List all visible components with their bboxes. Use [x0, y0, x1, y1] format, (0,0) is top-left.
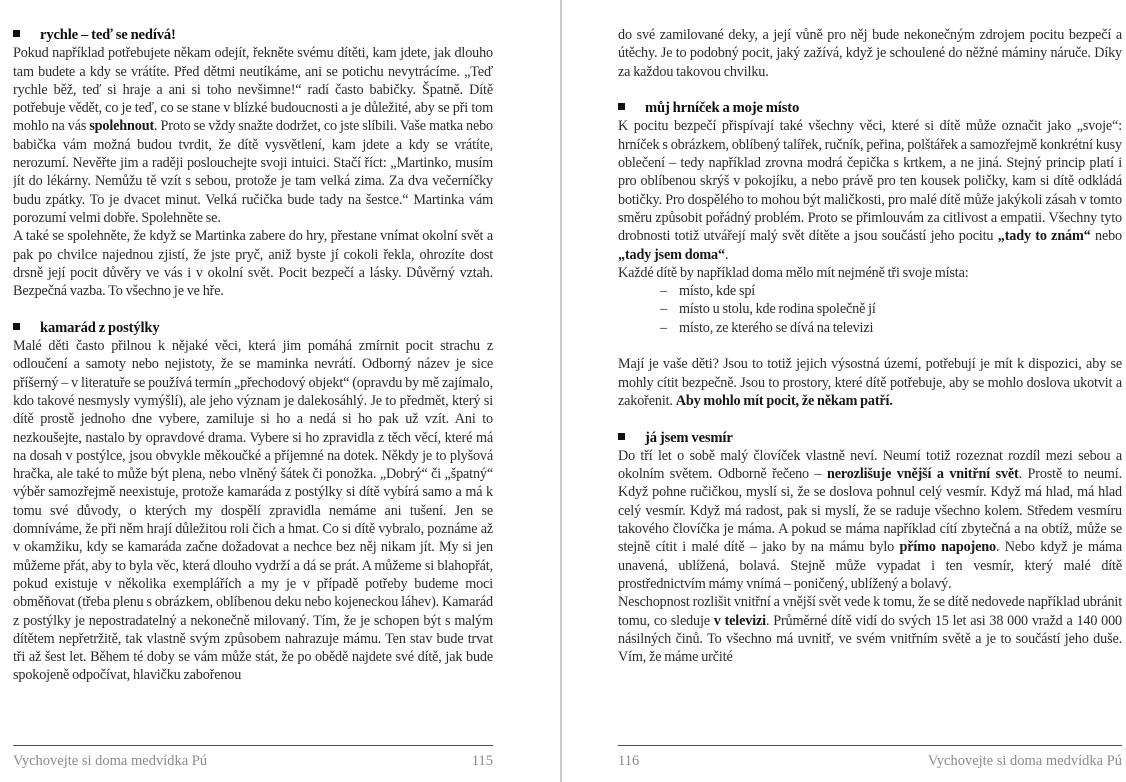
- bold-text-run: přímo napojeno: [899, 539, 996, 556]
- text-run: Mají je vaše děti? Jsou to totiž jejich výsostná území, potřebují je mít k dispozici, aby se mohly cítit bezpečně. Jsou to prostory, které dítě potřebuje, aby se mohlo doslova ukotvit a zakořenit.: [618, 356, 1122, 409]
- section-heading: [13, 319, 493, 337]
- square-bullet-icon: [13, 30, 20, 37]
- section-heading-label: rychle – teď se nedívá!: [40, 27, 176, 43]
- paragraph: [13, 337, 493, 685]
- dash-icon: –: [660, 319, 667, 336]
- paragraph: [618, 355, 1122, 410]
- footer-page-number: 116: [618, 753, 640, 769]
- dash-icon: –: [660, 301, 667, 318]
- list-item-text: místo, kde spí: [678, 283, 756, 300]
- footer-book-title: Vychovejte si doma medvídka Pú: [927, 753, 1122, 769]
- text-run: . Průměrné dítě vidí do svých 15 let asi 38 000 vražd a 140 000 násilných činů. To všechno má uvnitř, ve svém vnitřním světě a je to součástí jeho duše. Vím, že máme určité: [618, 612, 1122, 666]
- dash-list: [618, 282, 1122, 337]
- text-run: nebo: [1090, 228, 1122, 245]
- bold-text-run: nerozlišuje vnější a vnitřní svět: [826, 466, 1019, 483]
- square-bullet-icon: [13, 323, 20, 330]
- text-run: A také se spolehněte, že když se Martinka zabere do hry, přestane vnímat okolní svět a pak po chvilce najednou zjistí, že jste pryč, aniž byste jí cokoli řekla, ohrozíte dost drsně její pocit důvěry ve vás i v okolní svět. Pocit bezpečí a lásky. Důvěrný vztah. Bezpečná vazba. To všechno je ve hře.: [13, 228, 493, 300]
- paragraph: [13, 44, 493, 227]
- text-run: .: [724, 246, 729, 263]
- paragraph: [13, 227, 493, 300]
- text-run: . Prostě to neumí. Když pohne ručičkou, myslí si, že se doslova pohnul celý vesmír. Když má hlad, má hlad celý vesmír. Když má radost, pak si myslí, že se raduje všechno kolem. Středem vesmíru takového človíčka je máma. A pokud se máma například cítí zbytečná a na obtíž, může se stejně cítit i malé dítě – jako by na mámu bylo: [618, 466, 1122, 556]
- paragraph: [618, 117, 1122, 263]
- page-left-text-column: [13, 26, 493, 740]
- page-right-footer: [618, 745, 1122, 769]
- text-run: K pocitu bezpečí přispívají také všechny věci, které si dítě může označit jako „svoje“: hrníček s obrázkem, oblíbený talířek, ručník, peřina, polštářek a samozřejmě konkrétní kusy oblečení – tedy například zrovna modrá čepička s krtkem, a ne jiná. Stejný princip platí i pro oblíbenou skrýš v pokojíku, a nebo právě pro ten kousek poličky, kam si dítě odkládá botičky. Pro dospělého to mohou být maličkosti, pro malé dítě může jakýkoli zásah v tomto směru způsobit pořádný problém. Proto se přimlouvám za citlivost a empatii. Všechny tyto drobnosti totiž utvářejí malý svět dítěte a jsou součástí jeho pocitu: [618, 118, 1122, 245]
- text-run: Neschopnost rozlišit vnitřní a vnější svět vede k tomu, že se dítě nedovede například ubránit tomu, co sleduje: [618, 594, 1122, 629]
- page-left-footer: [13, 745, 493, 769]
- paragraph: [618, 447, 1122, 593]
- paragraph: [618, 264, 1122, 282]
- text-run: . Nebo když je máma unavená, ublížená, bolavá. Stejně může vypadat i ten vesmír, který malé dítě prostřednictvím mámy vnímá – poničený, ublížený a bolavý.: [618, 539, 1122, 592]
- section-heading-label: kamarád z postýlky: [40, 319, 160, 336]
- section-heading-label: můj hrníček a moje místo: [645, 100, 800, 117]
- text-run: Malé děti často přilnou k nějaké věci, která jim pomáhá zmírnit pocit strachu z odloučení a samoty nebo nejistoty, že se maminka nevrátí. Odborný název je sice příšerný – v literatuře se používá termín „přechodový objekt“ (opravdu by mě zajímalo, kdo takové nesmysly vymýšlí), ale jeho význam je dalekosáhlý. Je to předmět, který si dítě prostě jednoho dne vybere, zamiluje si ho a nedá si ho pak už vzít. Ani to nezkoušejte, nastalo by opravdové drama. Vybere si ho zpravidla z těch věcí, které má na dosah v postýlce, jsou obvykle měkoučké a příjemné na dotek. Někdy je to plyšová hračka, ale také to může být plena, nebo vlněný šátek či ponožka. „Dobrý“ či „špatný“ výběr samozřejmě neexistuje, protože kamaráda z postýlky si dítě vybírá samo a má k tomu své důvody, o kterých my dospělí zpravidla nemáme ani tušení. Jen se domníváme, že při něm hrají důležitou roli čich a hmat. Co si dítě vybralo, poznáme až v okamžiku, kdy se kamaráda začne dožadovat a nechce bez něj nikam jít. My si jen můžeme přát, aby to byla věc, která dlouho vydrží a dá se prát. A můžeme si blahopřát, pokud existuje v několika exemplářích a my je v případě potřeby budeme moci obměňovat (třeba plenu s obrázkem, oblíbenou deku nebo kojeneckou láhev). Kamarád z postýlky je nepostradatelný a nekonečně milovaný. Tím, že je schopen být s malým dítětem nepřetržitě, tak vlastně svým způsobem nahrazuje mámu. Ten stav bude trvat tři až šest let. Během té doby se vám může stát, že po obědě najdete své dítě, jak bude spokojeně odpočívat, hlavičku zabořenou: [13, 338, 493, 684]
- bold-text-run: Aby mohlo mít pocit, že někam patří.: [675, 392, 893, 409]
- bold-text-run: „tady jsem doma“: [618, 246, 725, 263]
- square-bullet-icon: [618, 103, 625, 110]
- paragraph: [618, 26, 1122, 81]
- text-run: Pokud například potřebujete někam odejít, řekněte svému dítěti, kam jdete, jak dlouho tam budete a kdy se vrátíte. Před dětmi neutíkáme, ani se potichu nevytrácíme. „Teď rychle běž, teď si hraje a ani si toho nevšimne!“ radí často babičky. Špatně. Dítě potřebuje vědět, co je teď, co se stane v blízké budoucnosti a je důležité, aby se při tom mohlo na vás: [13, 45, 493, 135]
- footer-book-title: Vychovejte si doma medvídka Pú: [13, 753, 208, 769]
- list-item-text: místo, ze kterého se dívá na televizi: [678, 319, 874, 336]
- dash-icon: –: [660, 283, 667, 300]
- section-heading: [13, 26, 493, 44]
- bold-text-run: „tady to znám“: [997, 228, 1091, 245]
- list-item-text: místo u stolu, kde rodina společně jí: [678, 301, 876, 318]
- page-left: [0, 0, 560, 782]
- text-run: Do tří let o sobě malý človíček vlastně neví. Neumí totiž rozeznat rozdíl mezi sebou a okolním světem. Odborně řečeno –: [618, 447, 1122, 483]
- bold-text-run: spolehnout: [89, 118, 155, 135]
- square-bullet-icon: [618, 433, 625, 440]
- bold-text-run: v televizi: [713, 612, 766, 629]
- list-item: [660, 319, 1122, 337]
- section-heading: [618, 429, 1122, 447]
- paragraph: [618, 593, 1122, 666]
- page-right: [562, 0, 1126, 782]
- section-heading-label: já jsem vesmír: [645, 429, 733, 446]
- page-right-text-column: [618, 26, 1122, 740]
- list-item: [660, 300, 1122, 318]
- footer-page-number: 115: [471, 753, 493, 769]
- text-run: Každé dítě by například doma mělo mít nejméně tři svoje místa:: [618, 264, 969, 281]
- section-heading: [618, 99, 1122, 117]
- list-item: [660, 282, 1122, 300]
- text-run: do své zamilované deky, a její vůně pro něj bude nekonečným zdrojem pocitu bezpečí a útěchy. Je to podobný pocit, jaký zažívá, když je schoulené do něžné máminy náruče. Díky za každou takovou chvilku.: [618, 27, 1122, 80]
- text-run: . Proto se vždy snažte dodržet, co jste slíbili. Vaše matka nebo babička vám možná budou tvrdit, že dítě vysvětlení, kam jdete a kdy se vrátíte, nerozumí. Nevěřte jim a raději poslouchejte svoji intuici. Stačí říct: „Martinko, musím jít do lékárny. Nemůžu tě vzít s sebou, protože je tam velká zima. Za dva večerníčky budu zpátky. To je dvacet minut. Velká ručička bude tady na šestce.“ Martinka vám porozumí velmi dobře. Spolehněte se.: [13, 118, 493, 226]
